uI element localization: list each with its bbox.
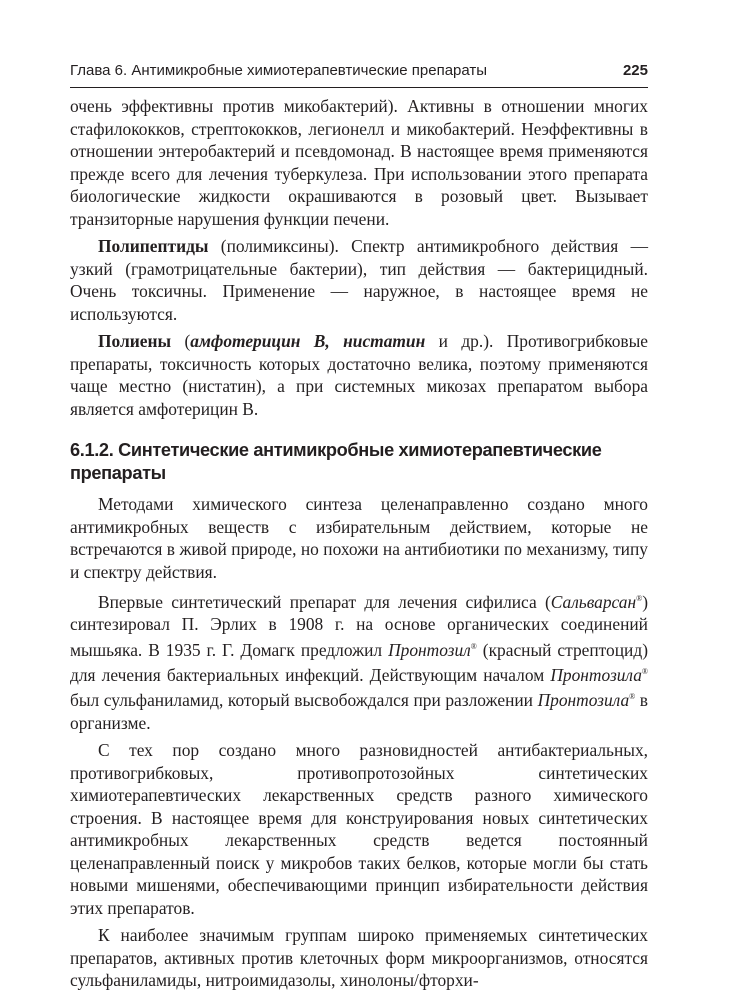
paragraph-text: был сульфаниламид, который высвобождался при разложении [70, 690, 538, 711]
paragraph-synthesis-methods [70, 493, 648, 583]
running-head [70, 60, 648, 82]
term-polypeptides: Полипептиды [98, 236, 209, 256]
header-rule [70, 87, 648, 88]
page-number: 225 [622, 62, 648, 79]
paragraph-history [70, 588, 648, 734]
paragraph-text: и др.). Противогрибковые препараты, токсичность которых достаточно велика, поэтому применяются чаще местно (нистатин), а при системных микозах препаратом выбора является амфотерицин B. [70, 331, 649, 419]
drug-prontosil: Пронтозила [537, 690, 630, 711]
drug-names: амфотерицин B, нистатин [190, 331, 426, 351]
paragraph-rifamycins-continued [70, 95, 648, 230]
paragraph-text: в организме. [70, 690, 649, 733]
paragraph-polyenes [70, 330, 648, 420]
paragraph-text: (красный стрептоцид) для лечения бактериальных инфекций. Действующим началом [70, 639, 649, 685]
chapter-title: Глава 6. Антимикробные химиотерапевтические препараты [70, 62, 488, 79]
term-polyenes: Полиены [98, 331, 172, 351]
registered-mark: ® [629, 692, 636, 702]
paragraph-text: Впервые синтетический препарат для лечения сифилиса ( [98, 591, 551, 612]
registered-mark: ® [636, 594, 643, 603]
paragraph-text: Методами химического синтеза целенаправленно создано много антимикробных веществ с избирательным действием, которые не встречаются в живой природе, но похожи на антибиотики по механизму, типу и спектру действия. [70, 494, 648, 582]
section-heading: 6.1.2. Синтетические антимикробные химиотерапевтические препараты [70, 440, 602, 483]
registered-mark: ® [641, 667, 648, 677]
page-body [70, 95, 648, 992]
drug-prontosil: Пронтозил [388, 639, 471, 660]
paragraph-synthetic-groups [70, 924, 648, 992]
drug-prontosil: Пронтозила [550, 664, 642, 685]
paragraph-text: очень эффективны против микобактерий). Активны в отношении многих стафилококков, стрептококков, легионелл и микобактерий. Неэффективны в отношении энтеробактерий и псевдомонад. В настоящее время применяются прежде всего для лечения туберкулеза. При использовании этого препарата биологические жидкости окрашиваются в розовый цвет. Вызывает транзиторные нарушения функции печени. [70, 96, 648, 229]
drug-salvarsan: Сальварсан [550, 591, 637, 612]
registered-mark: ® [470, 641, 477, 651]
paragraph-polypeptides [70, 235, 648, 325]
paragraph-text: С тех пор создано много разновидностей антибактериальных, противогрибковых, противопротозойных синтетических химиотерапевтических лекарственных средств разного химического строения. В настоящее время для конструирования новых синтетических антимикробных лекарственных средств ведется постоянный целенаправленный поиск у микробов таких белков, которые могли бы стать новыми мишенями, обеспечивающими принцип избирательности действия этих препаратов. [70, 740, 648, 918]
paragraph-text: ) синтезировал П. Эрлих в 1908 г. на основе органических соединений мышьяка. В 1935 г. Г. Домагк предложил [70, 591, 648, 660]
paragraph-text: (полимиксины). Спектр антимикробного действия — узкий (грамотрицательные бактерии), тип действия — бактерицидный. Очень токсичны. Применение — наружное, в настоящее время не используются. [70, 236, 648, 324]
paragraph-text: К наиболее значимым группам широко применяемых синтетических препаратов, активных против клеточных форм микроорганизмов, относятся сульфаниламиды, нитроимидазолы, хинолоны/фторхи- [70, 925, 648, 991]
paragraph-modern-research [70, 739, 648, 919]
paragraph-text: ( [171, 331, 191, 351]
